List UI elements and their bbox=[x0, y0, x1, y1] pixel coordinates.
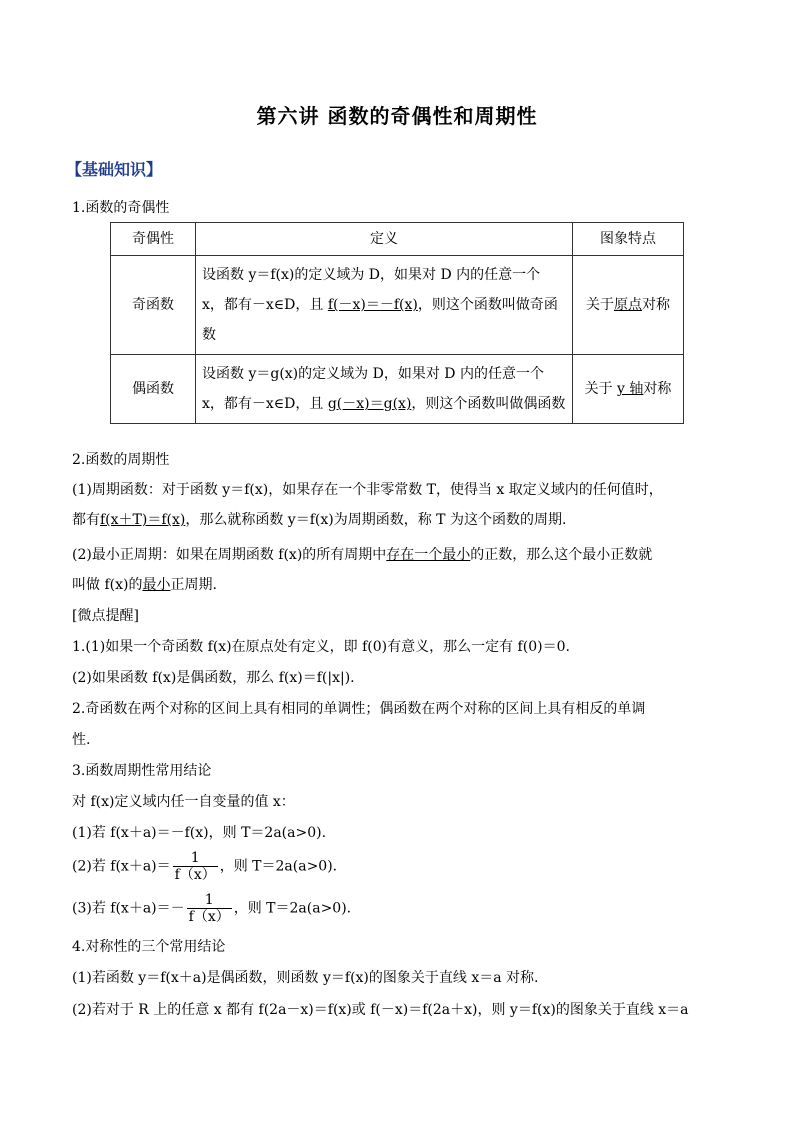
text: ，则 T＝2a(a>0). bbox=[219, 858, 338, 875]
def-text: 设函数 y＝g(x)的定义域为 D，如果对 D 内的任意一个 x，都有－x∈D，且 bbox=[202, 366, 544, 412]
row-definition bbox=[196, 355, 573, 424]
feat-underlined: 原点 bbox=[614, 297, 642, 313]
def-text: ，则这个函数叫做奇函数 bbox=[202, 297, 558, 343]
conclusion-3 bbox=[72, 892, 724, 925]
table-header-row bbox=[111, 223, 684, 256]
symmetry-2: (2)若对于 R 上的任意 x 都有 f(2a－x)＝f(x)或 f(－x)＝f(2a＋x)，则 y＝f(x)的图象关于直线 x＝a bbox=[72, 1002, 689, 1018]
fraction bbox=[173, 850, 218, 883]
table-row bbox=[111, 256, 684, 355]
text: 叫做 f(x)的 bbox=[72, 577, 143, 593]
parity-table bbox=[110, 222, 684, 424]
row-definition bbox=[196, 256, 573, 355]
para-periodic-1: (1)周期函数：对于函数 y＝f(x)，如果存在一个非零常数 T，使得当 x 取定义域内的任何值时， bbox=[72, 482, 663, 498]
para-periodic-2 bbox=[72, 510, 724, 530]
text: 都有 bbox=[72, 512, 100, 528]
feat-text: 关于 bbox=[584, 381, 618, 397]
text: (2)若 f(x＋a)＝ bbox=[72, 858, 171, 875]
text: 的正数，那么这个最小正数就 bbox=[470, 547, 653, 563]
underlined-text: 存在一个最小 bbox=[386, 547, 471, 563]
para-min-period-2 bbox=[72, 575, 724, 595]
tip-2: (2)如果函数 f(x)是偶函数，那么 f(x)＝f(|x|). bbox=[72, 670, 355, 686]
row-name: 奇函数 bbox=[111, 256, 196, 355]
tips-heading: [微点提醒] bbox=[72, 608, 139, 624]
text: (2)最小正周期：如果在周期函数 f(x)的所有周期中 bbox=[72, 547, 387, 563]
text: ，那么就称函数 y＝f(x)为周期函数，称 T 为这个函数的周期. bbox=[185, 512, 567, 528]
fraction-numerator: 1 bbox=[187, 892, 232, 909]
para-min-period-1 bbox=[72, 545, 724, 565]
fraction-denominator: f（x） bbox=[174, 867, 216, 883]
symmetry-1: (1)若函数 y＝f(x＋a)是偶函数，则函数 y＝f(x)的图象关于直线 x＝a 对称. bbox=[72, 970, 539, 986]
row-name: 偶函数 bbox=[111, 355, 196, 424]
feat-underlined: y 轴 bbox=[617, 381, 644, 397]
heading-periodicity: 2.函数的周期性 bbox=[72, 452, 170, 468]
tip-1: 1.(1)如果一个奇函数 f(x)在原点处有定义，即 f(0)有意义，那么一定有 f(0)＝0. bbox=[72, 639, 570, 655]
header-cell: 奇偶性 bbox=[111, 223, 196, 256]
def-underlined: g(－x)＝g(x) bbox=[327, 396, 412, 412]
text: ，则 T＝2a(a>0). bbox=[233, 900, 352, 917]
feat-text: 关于 bbox=[586, 297, 614, 313]
heading-parity: 1.函数的奇偶性 bbox=[72, 200, 170, 216]
tip-3b: 性. bbox=[72, 732, 91, 748]
fraction-numerator: 1 bbox=[173, 850, 218, 867]
heading-period-conclusions: 3.函数周期性常用结论 bbox=[72, 763, 212, 779]
text: (3)若 f(x＋a)＝－ bbox=[72, 900, 185, 917]
fraction bbox=[187, 892, 232, 925]
row-feature bbox=[573, 256, 684, 355]
underlined-text: f(x＋T)＝f(x) bbox=[100, 512, 186, 528]
underlined-text: 最小 bbox=[142, 577, 171, 593]
conclusion-1: (1)若 f(x＋a)＝－f(x)，则 T＝2a(a>0). bbox=[72, 825, 327, 841]
feat-text: 对称 bbox=[642, 297, 670, 313]
text: 正周期. bbox=[170, 577, 217, 593]
section-heading: 【基础知识】 bbox=[66, 160, 163, 179]
heading-symmetry: 4.对称性的三个常用结论 bbox=[72, 939, 226, 955]
tip-3a: 2.奇函数在两个对称的区间上具有相同的单调性；偶函数在两个对称的区间上具有相反的单调 bbox=[72, 701, 646, 717]
fraction-denominator: f（x） bbox=[188, 909, 230, 925]
def-text: ，则这个函数叫做偶函数 bbox=[411, 396, 566, 412]
conclusions-intro: 对 f(x)定义域内任一自变量的值 x： bbox=[72, 794, 295, 810]
table-row bbox=[111, 355, 684, 424]
row-feature bbox=[573, 355, 684, 424]
def-underlined: f(－x)＝－f(x) bbox=[327, 297, 418, 313]
conclusion-2 bbox=[72, 850, 724, 883]
header-cell: 图象特点 bbox=[573, 223, 684, 256]
feat-text: 对称 bbox=[643, 381, 672, 397]
header-cell: 定义 bbox=[196, 223, 573, 256]
def-text: 设函数 y＝f(x)的定义域为 D，如果对 D 内的任意一个 x，都有－x∈D，且 bbox=[202, 267, 541, 313]
page-title: 第六讲 函数的奇偶性和周期性 bbox=[256, 104, 538, 128]
